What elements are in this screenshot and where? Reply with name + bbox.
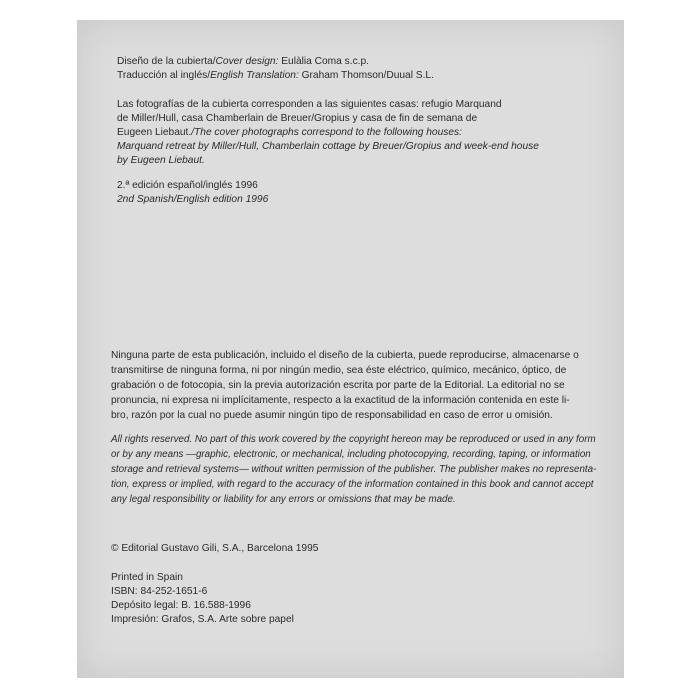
rights-en-line: any legal responsibility or liability for any errors or omissions that may be made. [111, 494, 456, 505]
cover-designer-name: Eulàlia Coma s.c.p. [278, 56, 369, 67]
rights-es-line: Ninguna parte de esta publicación, incluido el diseño de la cubierta, puede reproducirse, almacenarse o [111, 350, 579, 361]
printer-info: Impresión: Grafos, S.A. Arte sobre papel [111, 614, 294, 625]
rights-en-line: All rights reserved. No part of this work covered by the copyright hereon may be reproduced or used in any form [111, 434, 596, 445]
photo-credit-en-start: /The cover photographs correspond to the following houses: [191, 127, 462, 138]
rights-es-line: transmitirse de ninguna forma, ni por ningún medio, sea éste eléctrico, químico, mecánico, óptico, de [111, 365, 567, 376]
photo-credit-es-end: Eugeen Liebaut. [117, 127, 192, 138]
photo-credit-line [117, 127, 462, 139]
translator-name: Graham Thomson/Duual S.L. [298, 70, 434, 81]
edition-spanish: 2.ª edición español/inglés 1996 [117, 180, 258, 191]
edition-english: 2nd Spanish/English edition 1996 [117, 194, 269, 205]
rights-es-line: grabación o de fotocopia, sin la previa autorización escrita por parte de la Editorial. La editorial no se [111, 380, 565, 391]
translation-credit [117, 70, 434, 82]
cover-design-label-en: Cover design: [215, 56, 279, 67]
photo-credit-line: Las fotografías de la cubierta corresponden a las siguientes casas: refugio Marquand [117, 99, 502, 110]
photo-credit-line: Marquand retreat by Miller/Hull, Chamberlain cottage by Breuer/Gropius and week-end house [117, 141, 539, 152]
cover-design-credit [117, 56, 369, 68]
translation-label-es: Traducción al inglés/ [117, 70, 211, 81]
isbn: ISBN: 84-252-1651-6 [111, 586, 208, 597]
book-page [77, 20, 624, 678]
translation-label-en: English Translation: [210, 70, 299, 81]
printed-in: Printed in Spain [111, 572, 183, 583]
legal-deposit: Depósito legal: B. 16.588-1996 [111, 600, 251, 611]
photo-credit-line: by Eugeen Liebaut. [117, 155, 205, 166]
rights-en-line: storage and retrieval systems— without written permission of the publisher. The publisher makes no representa- [111, 464, 597, 475]
rights-en-line: tion, express or implied, with regard to the accuracy of the information contained in this book and cannot accept [111, 479, 594, 490]
cover-design-label-es: Diseño de la cubierta/ [117, 56, 216, 67]
photo-credit-line: de Miller/Hull, casa Chamberlain de Breuer/Gropius y casa de fin de semana de [117, 113, 478, 124]
rights-es-line: pronuncia, ni expresa ni implícitamente, respecto a la exactitud de la información contenida en este li- [111, 395, 570, 406]
rights-en-line: or by any means —graphic, electronic, or mechanical, including photocopying, recording, taping, or information [111, 449, 591, 460]
copyright-notice: © Editorial Gustavo Gili, S.A., Barcelona 1995 [111, 543, 319, 554]
rights-es-line: bro, razón por la cual no puede asumir ningún tipo de responsabilidad en caso de error u omisión. [111, 410, 553, 421]
